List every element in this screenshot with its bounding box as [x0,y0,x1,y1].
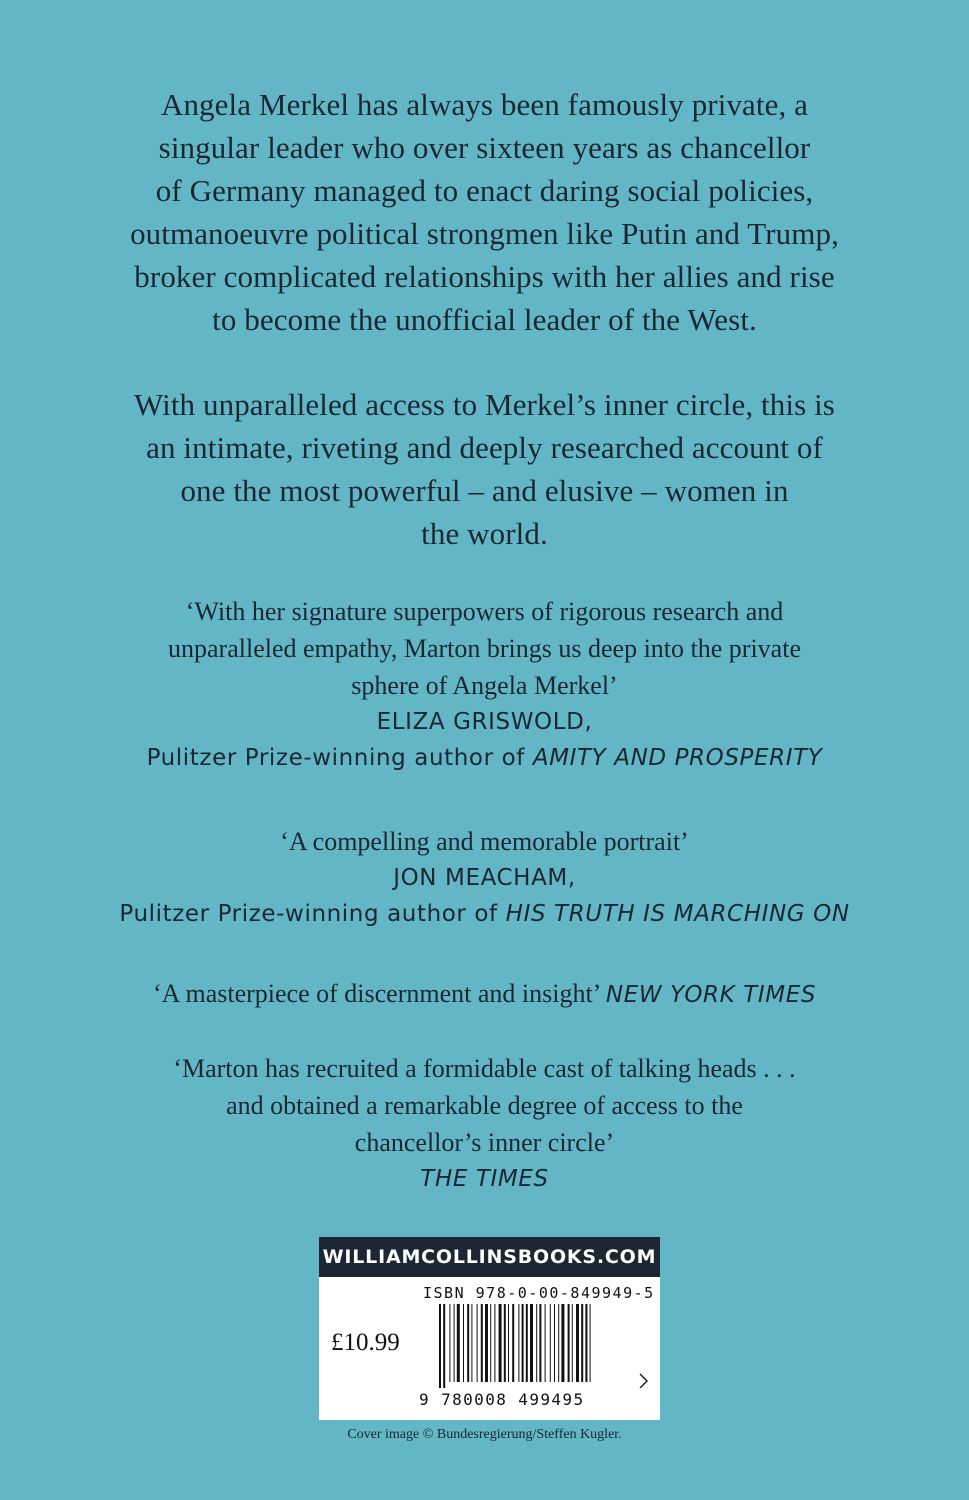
barcode-bar [508,1304,509,1382]
barcode-bar [477,1304,478,1382]
barcode-bar [439,1304,441,1388]
barcode-bar [568,1304,570,1382]
barcode-bar [494,1304,495,1382]
quote-credential: Pulitzer Prize-winning author of [119,901,498,927]
barcode-bar [536,1304,537,1382]
barcode-bar [545,1304,546,1382]
quote-credential-line [60,896,909,932]
barcode-bar [530,1304,533,1382]
blurb-line: With unparalleled access to Merkel’s inner circle, this is [134,387,835,422]
barcode-bar [457,1304,460,1382]
barcode-bar [581,1304,583,1382]
publisher-website: WILLIAMCOLLINSBOOKS.COM [319,1237,660,1277]
barcode-bar [449,1304,450,1382]
blurb-paragraph-1 [60,83,909,341]
barcode-bar [554,1304,555,1382]
barcode-bar [485,1304,488,1382]
price-label: £10.99 [331,1329,400,1356]
barcode-bar [512,1304,514,1382]
barcode-icon [437,1304,649,1388]
blurb-line: singular leader who over sixteen years as chancellor [158,130,811,165]
barcode-bar [443,1304,445,1388]
barcode-digits: 9 780008 499495 [419,1390,585,1409]
cover-image-credit: Cover image © Bundesregierung/Steffen Kugler. [347,1427,622,1442]
barcode-chevron [640,1374,647,1388]
blurb-line: of Germany managed to enact daring social policies, [155,173,814,208]
review-quote-times [60,1050,909,1197]
quote-text: ‘A masterpiece of discernment and insight’ [152,979,600,1008]
quote-source: NEW YORK TIMES [605,982,817,1008]
blurb-line: broker complicated relationships with her allies and rise [134,259,835,294]
quote-author: JON MEACHAM, [393,865,576,891]
barcode-bar [558,1304,559,1382]
barcode-bar [463,1304,464,1382]
quote-source: THE TIMES [420,1166,549,1192]
quote-line: sphere of Angela Merkel’ [351,671,618,700]
barcode-bar [550,1304,551,1382]
blurb-line: outmanoeuvre political strongmen like Putin and Trump, [130,216,839,251]
barcode-bar [504,1304,506,1382]
quote-credential-line [60,740,909,776]
barcode-bar [539,1304,541,1382]
quote-work-title: AMITY AND PROSPERITY [532,745,823,771]
review-quote-griswold [60,593,909,776]
blurb-line: an intimate, riveting and deeply researched account of [146,430,823,465]
quote-line [60,975,909,1014]
quote-line: ‘Marton has recruited a formidable cast of talking heads . . . [173,1054,796,1083]
quote-work-title: HIS TRUTH IS MARCHING ON [505,901,850,927]
barcode-panel [319,1237,660,1420]
quote-author: ELIZA GRISWOLD, [376,709,593,735]
review-quote-nyt [60,975,909,1014]
quote-credential: Pulitzer Prize-winning author of [146,745,525,771]
review-quote-meacham [60,823,909,932]
barcode-bar [585,1304,587,1382]
barcode-bar [499,1304,502,1382]
quote-line: ‘A compelling and memorable portrait’ [280,827,689,856]
blurb-line: Angela Merkel has always been famously private, a [160,87,809,122]
quote-line: chancellor’s inner circle’ [354,1128,615,1157]
barcode-bar [518,1304,519,1382]
quote-line: and obtained a remarkable degree of access to the [226,1091,743,1120]
blurb-paragraph-2 [60,383,909,555]
barcode-bar [572,1304,573,1382]
quote-line: ‘With her signature superpowers of rigorous research and [185,597,784,626]
isbn-number: ISBN 978-0-00-849949-5 [423,1284,655,1302]
barcode-bar [471,1304,472,1382]
barcode-bar [576,1304,579,1382]
blurb-line: one the most powerful – and elusive – women in [180,473,789,508]
quote-source-line [60,1161,909,1197]
barcode-bar [522,1304,524,1382]
barcode-bar [561,1304,564,1382]
barcode-bar [526,1304,528,1382]
barcode-bar [590,1304,591,1382]
barcode-bar [454,1304,455,1382]
barcode-bar [467,1304,469,1382]
quote-line: unparalleled empathy, Marton brings us deep into the private [168,634,801,663]
blurb-line: the world. [421,516,548,551]
blurb-line: to become the unofficial leader of the West. [212,302,757,337]
barcode-bar [481,1304,483,1382]
barcode-bar [490,1304,491,1382]
